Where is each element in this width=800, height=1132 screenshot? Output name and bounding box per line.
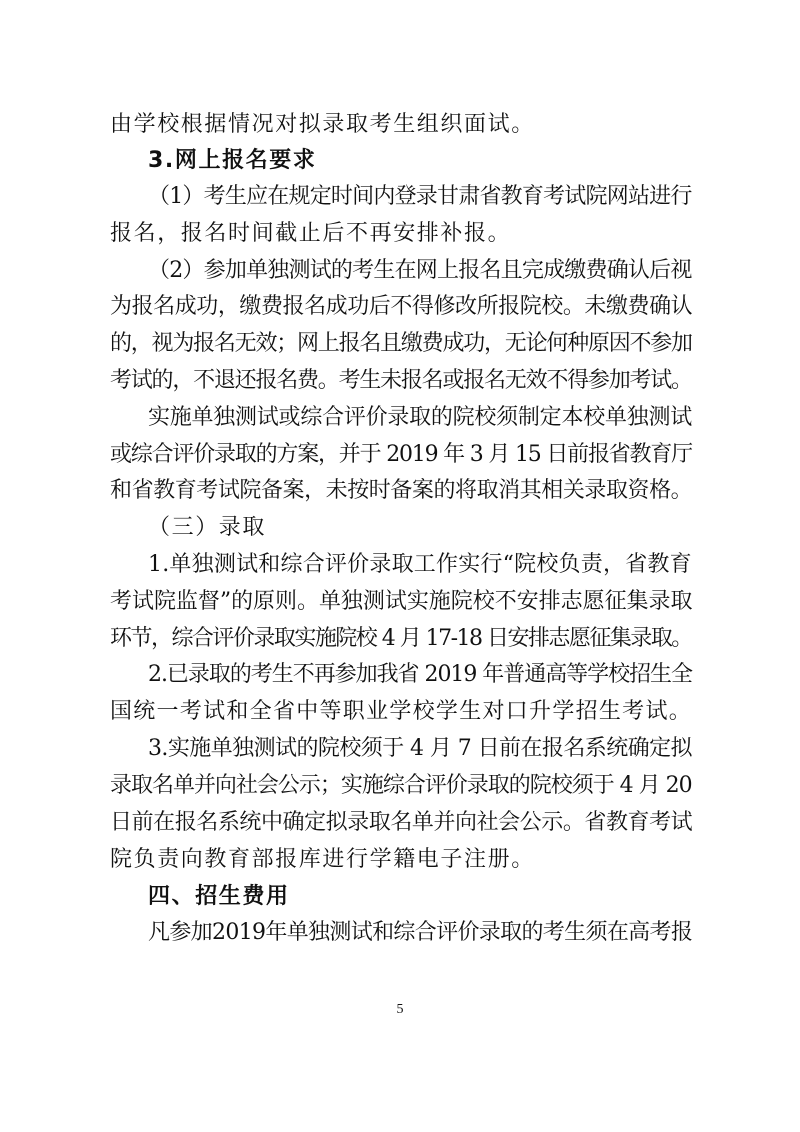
paragraph-line: 2.已录取的考生不再参加我省 2019 年普通高等学校招生全	[148, 662, 692, 687]
paragraph-line: 录取名单并向社会公示；实施综合评价录取的院校须于 4 月 20	[110, 773, 692, 798]
paragraph-line: 由学校根据情况对拟录取考生组织面试。	[110, 112, 535, 137]
paragraph-line: 1.单独测试和综合评价录取工作实行“院校负责，省教育	[148, 552, 692, 577]
paragraph-line: （2）参加单独测试的考生在网上报名且完成缴费确认后视	[148, 258, 692, 283]
paragraph-line: 和省教育考试院备案，未按时备案的将取消其相关录取资格。	[110, 478, 693, 503]
paragraph-line: 凡参加2019年单独测试和综合评价录取的考生须在高考报	[148, 920, 693, 945]
paragraph-line: （1）考生应在规定时间内登录甘肃省教育考试院网站进行	[148, 184, 692, 209]
paragraph-line: 3.实施单独测试的院校须于 4 月 7 日前在报名系统确定拟	[148, 736, 692, 761]
paragraph-line: 或综合评价录取的方案，并于 2019 年 3 月 15 日前报省教育厅	[110, 442, 692, 467]
section-heading: 3.网上报名要求	[148, 148, 317, 173]
paragraph-line: 国统一考试和全省中等职业学校学生对口升学招生考试。	[110, 699, 693, 724]
paragraph-line: 院负责向教育部报库进行学籍电子注册。	[110, 847, 535, 872]
paragraph-line: 报名，报名时间截止后不再安排补报。	[110, 221, 512, 246]
paragraph-line: 环节，综合评价录取实施院校 4 月 17-18 日安排志愿征集录取。	[110, 626, 692, 651]
paragraph-line: 为报名成功，缴费报名成功后不得修改所报院校。未缴费确认	[110, 294, 693, 319]
page-number: 5	[396, 1002, 404, 1017]
paragraph-line: 的，视为报名无效；网上报名且缴费成功，无论何种原因不参加	[110, 331, 692, 356]
paragraph-line: 考试院监督”的原则。单独测试实施院校不安排志愿征集录取	[110, 589, 693, 614]
paragraph-line: 日前在报名系统中确定拟录取名单并向社会公示。省教育考试	[110, 810, 693, 835]
section-heading: （三）录取	[148, 515, 267, 540]
section-heading: 四、招生费用	[148, 884, 290, 909]
paragraph-line: 实施单独测试或综合评价录取的院校须制定本校单独测试	[148, 405, 693, 430]
paragraph-line: 考试的，不退还报名费。考生未报名或报名无效不得参加考试。	[110, 368, 692, 393]
